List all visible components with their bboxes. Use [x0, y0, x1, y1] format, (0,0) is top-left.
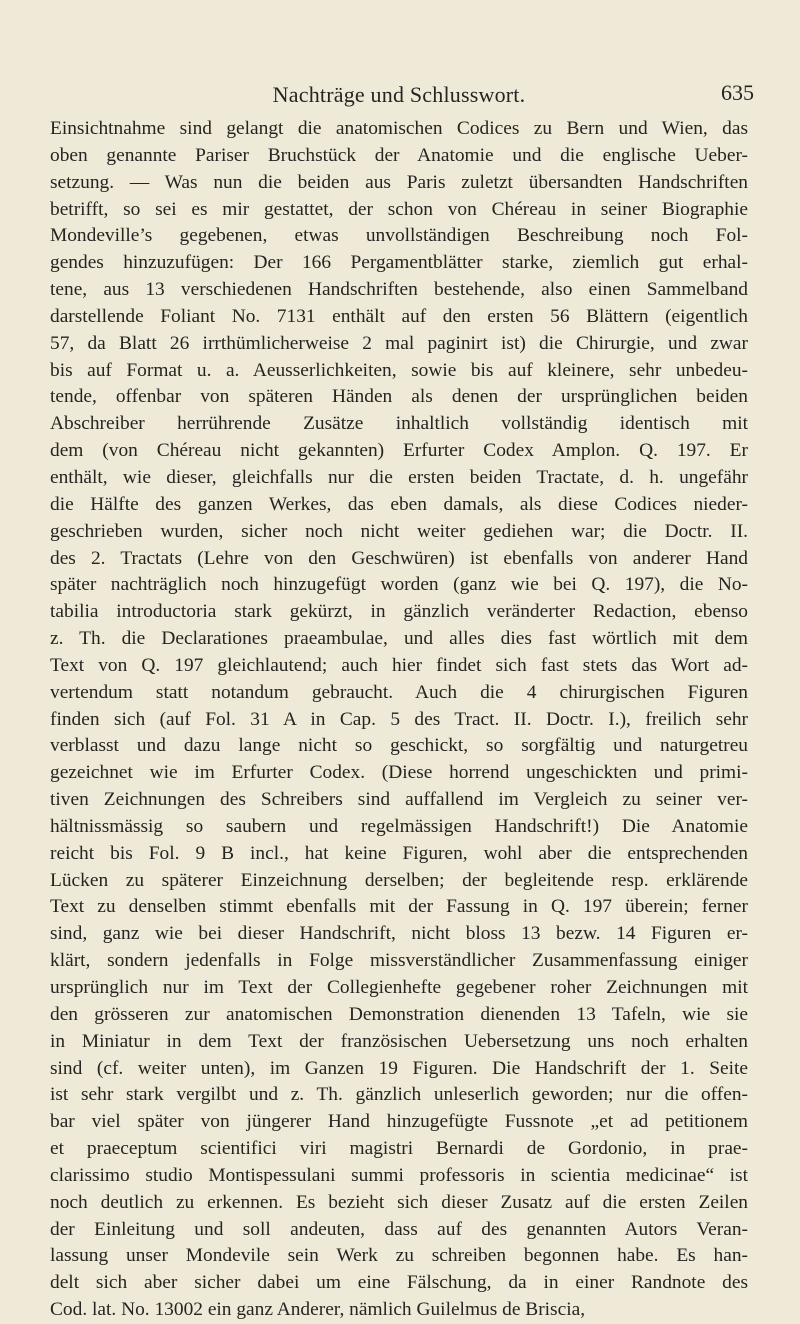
text-line: bar viel später von jüngerer Hand hinzugefügte Fussnote „et ad petitionem	[50, 1111, 748, 1133]
text-line: tene, aus 13 verschiedenen Handschriften bestehende, also einen Sammelband	[50, 279, 748, 301]
text-line: in Miniatur in dem Text der französischen Uebersetzung uns noch erhalten	[50, 1030, 748, 1052]
text-line: gendes hinzuzufügen: Der 166 Pergamentblätter starke, ziemlich gut erhal-	[50, 252, 748, 274]
text-line: vertendum statt notandum gebraucht. Auch die 4 chirurgischen Figuren	[50, 681, 748, 703]
text-line: Text von Q. 197 gleichlautend; auch hier findet sich fast stets das Wort ad-	[50, 654, 748, 676]
text-line: dem (von Chéreau nicht gekannten) Erfurter Codex Amplon. Q. 197. Er	[50, 440, 748, 462]
text-line: Cod. lat. No. 13002 ein ganz Anderer, nämlich Guilelmus de Briscia,	[50, 1299, 586, 1321]
text-line: tende, offenbar von späteren Händen als denen der ursprünglichen beiden	[50, 386, 748, 408]
text-line: später nachträglich noch hinzugefügt worden (ganz wie bei Q. 197), die No-	[50, 574, 748, 596]
text-line: sind (cf. weiter unten), im Ganzen 19 Figuren. Die Handschrift der 1. Seite	[50, 1057, 748, 1079]
running-title: Nachträge und Schlusswort.	[272, 82, 526, 107]
text-line: clarissimo studio Montispessulani summi professoris in scientia medicinae“ ist	[50, 1164, 748, 1186]
text-line: delt sich aber sicher dabei um eine Fälschung, da in einer Randnote des	[50, 1272, 748, 1294]
text-line: 57, da Blatt 26 irrthümlicherweise 2 mal paginirt ist) die Chirurgie, und zwar	[50, 332, 748, 354]
text-line: enthält, wie dieser, gleichfalls nur die ersten beiden Tractate, d. h. ungefähr	[50, 466, 748, 488]
text-line: gezeichnet wie im Erfurter Codex. (Diese horrend ungeschickten und primi-	[50, 762, 748, 784]
text-line: setzung. — Was nun die beiden aus Paris zuletzt übersandten Handschriften	[50, 171, 748, 193]
text-line: betrifft, so sei es mir gestattet, der schon von Chéreau in seiner Biographie	[50, 198, 748, 220]
text-line: lassung unser Mondevile sein Werk zu schreiben begonnen habe. Es han-	[50, 1245, 748, 1267]
text-line: tabilia introductoria stark gekürzt, in gänzlich veränderter Redaction, ebenso	[50, 601, 748, 623]
text-line: finden sich (auf Fol. 31 A in Cap. 5 des Tract. II. Doctr. I.), freilich sehr	[50, 708, 748, 730]
text-line: des 2. Tractats (Lehre von den Geschwüren) ist ebenfalls von anderer Hand	[50, 547, 748, 569]
text-line: z. Th. die Declarationes praeambulae, und alles dies fast wörtlich mit dem	[50, 628, 748, 650]
text-line: hältnissmässig so saubern und regelmässigen Handschrift!) Die Anatomie	[50, 815, 748, 837]
text-line: den grösseren zur anatomischen Demonstration dienenden 13 Tafeln, wie sie	[50, 1003, 748, 1025]
text-line: tiven Zeichnungen des Schreibers sind auffallend im Vergleich zu seiner ver-	[50, 789, 748, 811]
text-line: Text zu denselben stimmt ebenfalls mit der Fassung in Q. 197 überein; ferner	[50, 896, 748, 918]
page-number: 635	[721, 80, 754, 105]
text-line: et praeceptum scientifici viri magistri Bernardi de Gordonio, in prae-	[50, 1138, 748, 1160]
body-text	[50, 116, 748, 1324]
text-line: reicht bis Fol. 9 B incl., hat keine Figuren, wohl aber die entsprechenden	[50, 842, 748, 864]
text-line: klärt, sondern jedenfalls in Folge missverständlicher Zusammenfassung einiger	[50, 950, 748, 972]
text-line: oben genannte Pariser Bruchstück der Anatomie und die englische Ueber-	[50, 144, 748, 166]
text-line: noch deutlich zu erkennen. Es bezieht sich dieser Zusatz auf die ersten Zeilen	[50, 1191, 748, 1213]
text-line: Mondeville’s gegebenen, etwas unvollständigen Beschreibung noch Fol-	[50, 225, 748, 247]
page-header	[50, 78, 754, 112]
text-line: bis auf Format u. a. Aeusserlichkeiten, sowie bis auf kleinere, sehr unbedeu-	[50, 359, 748, 381]
text-line: der Einleitung und soll andeuten, dass auf des genannten Autors Veran-	[50, 1218, 748, 1240]
text-line: ursprünglich nur im Text der Collegienhefte gegebener roher Zeichnungen mit	[50, 977, 748, 998]
text-line: Abschreiber herrührende Zusätze inhaltlich vollständig identisch mit	[50, 413, 748, 435]
text-line: ist sehr stark vergilbt und z. Th. gänzlich unleserlich geworden; nur die offen-	[50, 1084, 748, 1106]
text-line: die Hälfte des ganzen Werkes, das eben damals, als diese Codices nieder-	[50, 493, 748, 515]
text-line: sind, ganz wie bei dieser Handschrift, nicht bloss 13 bezw. 14 Figuren er-	[50, 923, 748, 945]
text-line: geschrieben wurden, sicher noch nicht weiter gediehen war; die Doctr. II.	[50, 520, 748, 542]
text-line: Lücken zu späterer Einzeichnung derselben; der begleitende resp. erklärende	[50, 869, 748, 891]
text-line: darstellende Foliant No. 7131 enthält auf den ersten 56 Blättern (eigentlich	[50, 305, 748, 327]
text-line: verblasst und dazu lange nicht so geschickt, so sorgfältig und naturgetreu	[50, 735, 748, 757]
text-line: Einsichtnahme sind gelangt die anatomischen Codices zu Bern und Wien, das	[50, 118, 748, 139]
